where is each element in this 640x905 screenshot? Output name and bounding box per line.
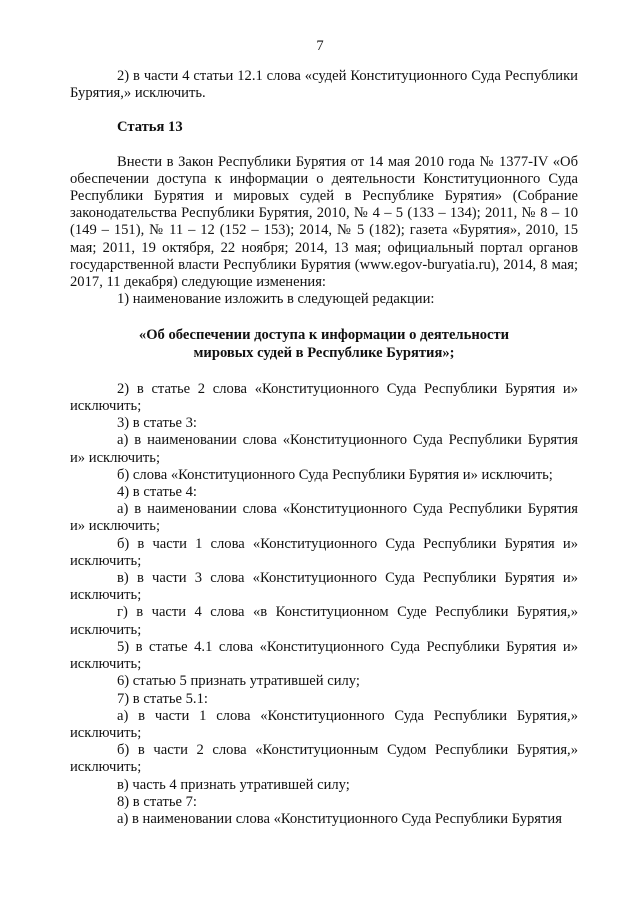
list-item: в) часть 4 признать утратившей силу; bbox=[117, 776, 350, 793]
list-item: 4) в статье 4: bbox=[117, 484, 197, 501]
list-item: а) в наименовании слова «Конституционного Суда Республики Бурятия и» исключить; bbox=[70, 501, 578, 535]
new-law-title-line1: «Об обеспечении доступа к информации о деятельности bbox=[138, 327, 510, 344]
document-body bbox=[70, 68, 578, 828]
list-item: а) в части 1 слова «Конституционного Суда Республики Бурятия,» исключить; bbox=[70, 707, 578, 741]
list-item: 2) в статье 2 слова «Конституционного Суда Республики Бурятия и» исключить; bbox=[70, 380, 578, 415]
new-law-title-line2: мировых судей в Республике Бурятия»; bbox=[193, 344, 455, 361]
article-title: Статья 13 bbox=[117, 119, 183, 136]
list-item: б) в части 2 слова «Конституционным Судом Республики Бурятия,» исключить; bbox=[70, 742, 578, 776]
list-item: б) в части 1 слова «Конституционного Суда Республики Бурятия и» исключить; bbox=[70, 535, 578, 569]
list-item: 5) в статье 4.1 слова «Конституционного Суда Республики Бурятия и» исключить; bbox=[70, 638, 578, 673]
list-item: б) слова «Конституционного Суда Республики Бурятия и» исключить; bbox=[117, 466, 553, 483]
paragraph-article12-item2: 2) в части 4 статьи 12.1 слова «судей Конституционного Суда Республики Бурятия,» исключить. bbox=[70, 68, 578, 102]
list-item: 1) наименование изложить в следующей редакции: bbox=[117, 291, 435, 308]
list-item: в) в части 3 слова «Конституционного Суда Республики Бурятия и» исключить; bbox=[70, 570, 578, 604]
list-item: 3) в статье 3: bbox=[117, 415, 197, 432]
list-item: а) в наименовании слова «Конституционного Суда Республики Бурятия и» исключить; bbox=[70, 432, 578, 466]
list-item: 6) статью 5 признать утратившей силу; bbox=[117, 673, 360, 690]
page-number: 7 bbox=[316, 38, 324, 54]
list-item: а) в наименовании слова «Конституционного Суда Республики Бурятия bbox=[117, 810, 562, 827]
article-intro: Внести в Закон Республики Бурятия от 14 мая 2010 года № 1377-IV «Об обеспечении доступа к информации о деятельности Конституционного Суда Республики Бурятия и мировых судей в Республике Бурятия» (Собрание законодательства Республики Бурятия, 2010, № 4 – 5 (133 – 134); 2011, № 8 – 10 (149 – 151), № 11 – 12 (152 – 153); 2014, № 5 (182); газета «Бурятия», 2010, 15 мая; 2011, 19 октября, 22 ноября; 2014, 13 мая; официальный портал органов государственной власти Республики Бурятия (www.egov-buryatia.ru), 2014, 8 мая; 2017, 11 декабря) следующие изменения: bbox=[70, 153, 578, 291]
list-item: 7) в статье 5.1: bbox=[117, 690, 208, 707]
list-item: г) в части 4 слова «в Конституционном Суде Республики Бурятия,» исключить; bbox=[70, 604, 578, 638]
list-item: 8) в статье 7: bbox=[117, 793, 197, 810]
